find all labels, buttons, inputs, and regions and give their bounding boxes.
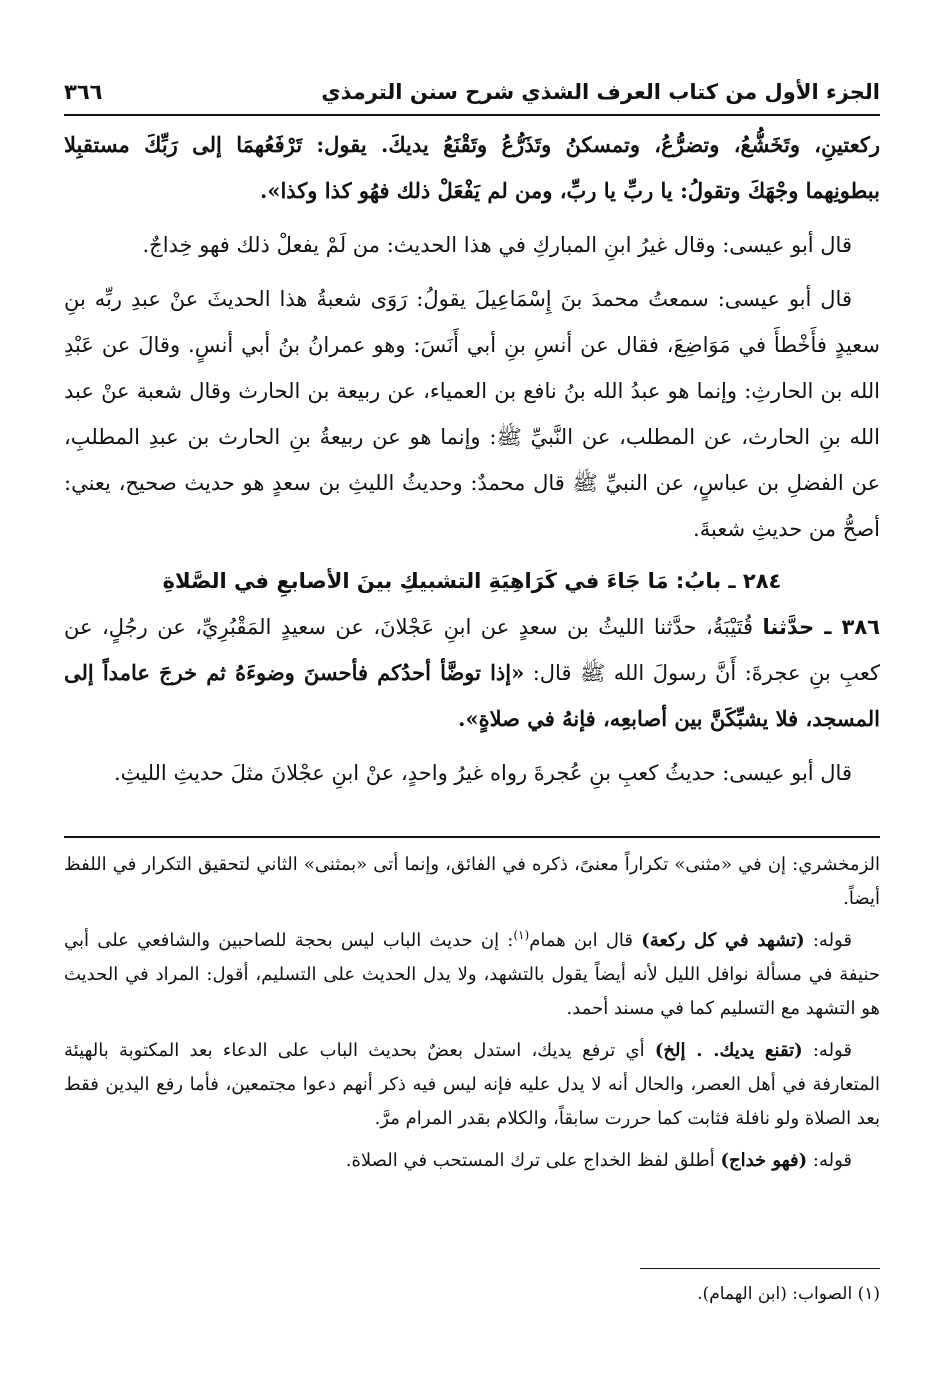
note-tashahhud (64, 924, 880, 1026)
note-intro: قوله: (812, 930, 852, 951)
note-text: أي ترفع يديك، استدل بعضٌ بحديث الباب على الدعاء بعد المكتوبة بالهيئة المتعارفة في أهل العصر، والحال أنه لا يدل عليه فإنه ليس فيه ذكر أنهم دعوا مجتمعين، فأما رفع اليدين فقط بعد الصلاة ولو نافلة فثابت كما حررت سابقاً، والكلام بقدر المرام مرَّ. (64, 1040, 880, 1129)
note-keyword: (تقنع يديك. . إلخ) (654, 1040, 803, 1061)
hadith-chain: قُتَيْبَةُ، حدَّثنا الليثُ بن سعدٍ عن ابنِ عَجْلانَ، عن سعيدٍ المَقْبُرِيِّ، عن رجُلٍ، عن كعبِ بنِ عجرةَ: أَنَّ رسولَ الله ﷺ قال: (64, 615, 880, 685)
note-taqna (64, 1034, 880, 1136)
footnote-ref: (١) (513, 928, 530, 942)
commentary (64, 848, 880, 1178)
note-keyword: (تشهد في كل ركعة) (641, 930, 805, 951)
note-keyword: (فهو خداج) (720, 1150, 808, 1171)
main-text (64, 122, 880, 796)
footnote-divider (640, 1268, 880, 1269)
note-text: : إن حديث الباب ليس بحجة للصاحبين والشافعي على أبي حنيفة في مسألة نوافل الليل لأنه أيضاً يقول بالتشهد، ولا يدل الحديث على التسليم، أقول: المراد في الحديث هو التشهد مع التسليم كما في مسند أحمد. (64, 930, 880, 1019)
note-text: قال ابن همام (529, 930, 633, 951)
note-text: أطلق لفظ الخداج على ترك المستحب في الصلاة. (345, 1150, 715, 1171)
running-title: الجزء الأول من كتاب العرف الشذي شرح سنن الترمذي (321, 80, 880, 104)
hadith-number: ٣٨٦ ـ حدَّثنا (762, 615, 880, 639)
note-intro: قوله: (812, 1150, 852, 1171)
header-divider (64, 114, 880, 116)
page-header (64, 64, 880, 104)
footnote: (١) الصواب: (ابن الهمام). (697, 1284, 880, 1304)
paragraph-abu-isa-2: قال أبو عيسى: سمعتُ محمدَ بنَ إِسْمَاعِيلَ يقولُ: رَوَى شعبةُ هذا الحديثَ عنْ عبدِ ربِّه بنِ سعيدٍ فأَخْطأَ في مَوَاضِعَ، فقال عن أنسِ بنِ أبي أَنَسَ: وهو عمرانُ بنُ أبي أنسٍ. وقالَ عن عَبْدِ الله بن الحارثِ: وإنما هو عبدُ الله بنُ نافع بن العمياء، عن ربيعة بن الحارث وقال شعبة عنْ عبد الله بنِ الحارث، عن المطلب، عن النَّبيِّ ﷺ: وإنما هو عن ربيعةُ بنِ الحارث بن عبدِ المطلبِ، عن الفضلِ بن عباسٍ، عن النبيِّ ﷺ قال محمدٌ: وحديثُ الليثِ بن سعدٍ هو حديث صحيح، يعني: أصحُّ من حديثِ شعبةَ. (64, 287, 880, 541)
chapter-heading: ٢٨٤ ـ بابُ: مَا جَاءَ في كَرَاهِيَةِ التشبيكِ بينَ الأصابعِ في الصَّلاةِ (162, 569, 782, 593)
hadith-paragraph (64, 604, 880, 742)
paragraph-abu-isa-1: قال أبو عيسى: وقال غيرُ ابنِ المباركِ في هذا الحديث: من لَمْ يفعلْ ذلك فهو خِداجٌ. (142, 233, 852, 257)
paragraph-continuation: ركعتينِ، وتَخَشُّعُ، وتضرُّعُ، وتمسكنُ وتَذَرُّعُ وتَقْنَعُ يديكَ. يقول: تَرْفَعُهمَا إلى رَبِّكَ مستقبِلا ببطونِهما وجْهَكَ وتقولُ: يا ربِّ يا ربِّ، ومن لم يَفْعَلْ ذلك فهُو كذا وكذا». (64, 132, 880, 203)
commentary-divider (64, 836, 880, 838)
note-khidaj (64, 1144, 880, 1178)
paragraph-abu-isa-3: قال أبو عيسى: حديثُ كعبِ بنِ عُجرةَ رواه غيرُ واحدٍ، عنْ ابنِ عجْلانَ مثلَ حديثِ الليثِ. (113, 761, 852, 785)
note-zamakhshari: الزمخشري: إن في «مثنى» تكراراً معنىً، ذكره في الفائق، وإنما أتى «بمثنى» الثاني لتحقيق التكرار في اللفظ أيضاً. (64, 854, 880, 909)
note-intro: قوله: (812, 1040, 852, 1061)
page-number: ٣٦٦ (64, 80, 103, 104)
hadith-text: «إذا توضَّأ أحدُكم فأحسنَ وضوءَهُ ثم خرجَ عامداً إلى المسجد، فلا يشبِّكَنَّ بين أصابعِه، فإنهُ في صلاةٍ». (64, 660, 880, 731)
